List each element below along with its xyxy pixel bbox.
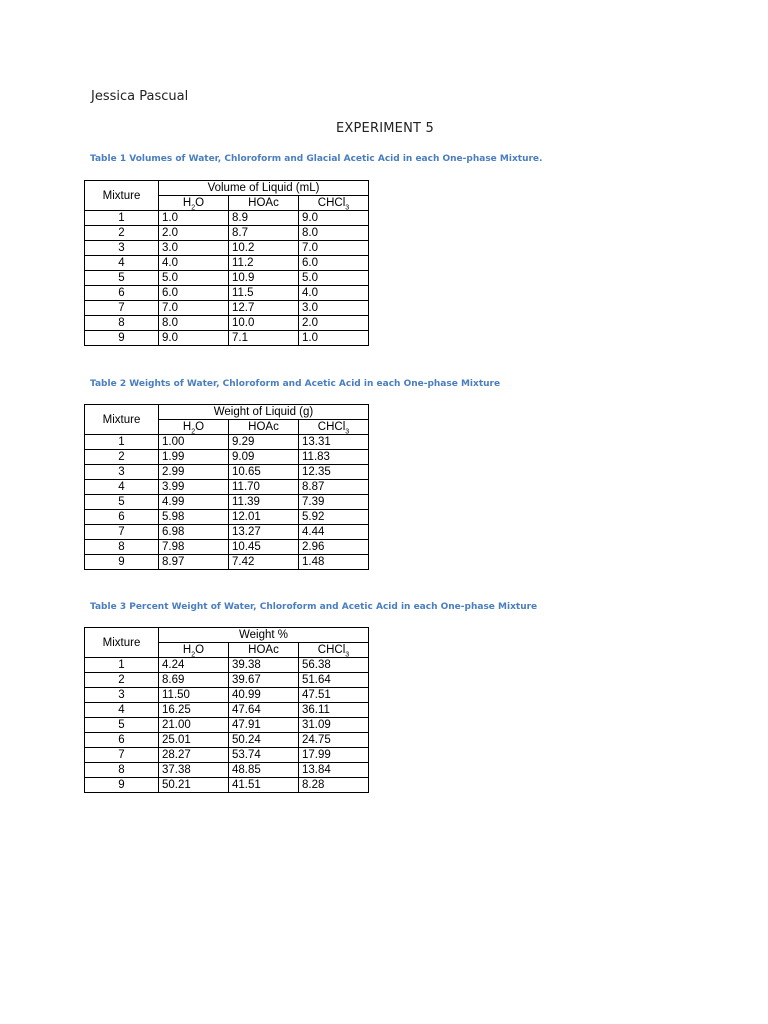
table-row: [85, 226, 369, 241]
table-row: [85, 510, 369, 525]
group-header: Weight %: [159, 628, 369, 643]
header-row: [85, 405, 369, 420]
table-2: [84, 404, 369, 570]
chcl3-value: 8.0: [299, 226, 369, 241]
table-row: [85, 748, 369, 763]
chcl3-value: 9.0: [299, 211, 369, 226]
mixture-number: 7: [85, 748, 159, 763]
document-title: EXPERIMENT 5: [336, 121, 434, 136]
hoac-value: 11.5: [229, 286, 299, 301]
hoac-value: 53.74: [229, 748, 299, 763]
hoac-value: 50.24: [229, 733, 299, 748]
column-header-chcl3: CHCl$_3$: [299, 643, 369, 658]
mixture-number: 6: [85, 286, 159, 301]
mixture-number: 2: [85, 673, 159, 688]
chcl3-value: 47.51: [299, 688, 369, 703]
hoac-value: 7.42: [229, 555, 299, 570]
chcl3-value: 2.96: [299, 540, 369, 555]
table-1-caption: [90, 154, 542, 164]
h2o-value: 2.0: [159, 226, 229, 241]
h2o-value: 7.98: [159, 540, 229, 555]
hoac-value: 47.91: [229, 718, 299, 733]
hoac-value: 10.45: [229, 540, 299, 555]
chcl3-value: 17.99: [299, 748, 369, 763]
mixture-number: 5: [85, 271, 159, 286]
hoac-value: 39.67: [229, 673, 299, 688]
h2o-value: 4.24: [159, 658, 229, 673]
table-row: [85, 658, 369, 673]
table-row: [85, 718, 369, 733]
hoac-value: 12.7: [229, 301, 299, 316]
h2o-value: 8.97: [159, 555, 229, 570]
mixture-number: 9: [85, 331, 159, 346]
table-3-caption: [90, 602, 537, 612]
h2o-value: 3.0: [159, 241, 229, 256]
h2o-value: 4.0: [159, 256, 229, 271]
hoac-value: 9.29: [229, 435, 299, 450]
mixture-number: 6: [85, 510, 159, 525]
chcl3-value: 13.84: [299, 763, 369, 778]
table-3: [84, 627, 369, 793]
mixture-number: 2: [85, 450, 159, 465]
chcl3-value: 7.0: [299, 241, 369, 256]
chcl3-value: 2.0: [299, 316, 369, 331]
h2o-value: 2.99: [159, 465, 229, 480]
hoac-value: 10.0: [229, 316, 299, 331]
hoac-value: 47.64: [229, 703, 299, 718]
column-header-h2o: $H_2O$: [159, 643, 229, 658]
author-name: Jessica Pascual: [91, 89, 189, 104]
mixture-number: 5: [85, 495, 159, 510]
hoac-value: 41.51: [229, 778, 299, 793]
h2o-value: 50.21: [159, 778, 229, 793]
mixture-number: 6: [85, 733, 159, 748]
mixture-number: 1: [85, 435, 159, 450]
h2o-value: 25.01: [159, 733, 229, 748]
chcl3-value: 6.0: [299, 256, 369, 271]
hoac-value: 7.1: [229, 331, 299, 346]
table-row: [85, 733, 369, 748]
mixture-number: 9: [85, 778, 159, 793]
chcl3-value: 3.0: [299, 301, 369, 316]
chcl3-value: 24.75: [299, 733, 369, 748]
chcl3-value: 7.39: [299, 495, 369, 510]
table-row: [85, 763, 369, 778]
chcl3-value: 51.64: [299, 673, 369, 688]
chcl3-value: 13.31: [299, 435, 369, 450]
chcl3-value: 12.35: [299, 465, 369, 480]
column-header-chcl3: CHCl$_3$: [299, 196, 369, 211]
chcl3-value: 1.0: [299, 331, 369, 346]
hoac-value: 11.39: [229, 495, 299, 510]
hoac-value: 8.7: [229, 226, 299, 241]
mixture-number: 1: [85, 658, 159, 673]
hoac-value: 9.09: [229, 450, 299, 465]
hoac-value: 12.01: [229, 510, 299, 525]
table-1: [84, 180, 369, 346]
chcl3-value: 8.28: [299, 778, 369, 793]
table-row: [85, 673, 369, 688]
group-header: Weight of Liquid (g): [159, 405, 369, 420]
mixture-number: 4: [85, 256, 159, 271]
caption-text: Volumes of Water, Chloroform and Glacial Acetic Acid in each One-phase Mixture.: [129, 154, 543, 164]
table-row: [85, 241, 369, 256]
h2o-value: 4.99: [159, 495, 229, 510]
h2o-value: 1.0: [159, 211, 229, 226]
hoac-value: 10.2: [229, 241, 299, 256]
table-row: [85, 703, 369, 718]
mixture-number: 3: [85, 688, 159, 703]
table-row: [85, 688, 369, 703]
h2o-value: 8.69: [159, 673, 229, 688]
chcl3-value: 1.48: [299, 555, 369, 570]
mixture-number: 3: [85, 241, 159, 256]
chcl3-value: 56.38: [299, 658, 369, 673]
chcl3-value: 5.92: [299, 510, 369, 525]
caption-label: Table 1: [90, 154, 127, 164]
mixture-number: 8: [85, 540, 159, 555]
hoac-value: 39.38: [229, 658, 299, 673]
h2o-value: 5.0: [159, 271, 229, 286]
table-2-caption: [90, 379, 500, 389]
table-row: [85, 331, 369, 346]
h2o-value: 3.99: [159, 480, 229, 495]
chcl3-value: 8.87: [299, 480, 369, 495]
h2o-value: 6.98: [159, 525, 229, 540]
hoac-value: 13.27: [229, 525, 299, 540]
mixture-header: Mixture: [85, 405, 159, 435]
mixture-header: Mixture: [85, 628, 159, 658]
mixture-number: 7: [85, 525, 159, 540]
mixture-number: 1: [85, 211, 159, 226]
chcl3-value: 31.09: [299, 718, 369, 733]
column-header-hoac: HOAc: [229, 420, 299, 435]
table-row: [85, 555, 369, 570]
column-header-hoac: HOAc: [229, 643, 299, 658]
mixture-number: 7: [85, 301, 159, 316]
hoac-value: 10.65: [229, 465, 299, 480]
caption-text: Percent Weight of Water, Chloroform and Acetic Acid in each One-phase Mixture: [129, 602, 538, 612]
hoac-value: 11.70: [229, 480, 299, 495]
h2o-value: 1.99: [159, 450, 229, 465]
table-row: [85, 211, 369, 226]
h2o-value: 28.27: [159, 748, 229, 763]
column-header-hoac: HOAc: [229, 196, 299, 211]
table-row: [85, 540, 369, 555]
mixture-number: 8: [85, 316, 159, 331]
h2o-value: 21.00: [159, 718, 229, 733]
table-row: [85, 525, 369, 540]
h2o-value: 9.0: [159, 331, 229, 346]
h2o-value: 37.38: [159, 763, 229, 778]
mixture-header: Mixture: [85, 181, 159, 211]
mixture-number: 8: [85, 763, 159, 778]
hoac-value: 8.9: [229, 211, 299, 226]
table-row: [85, 256, 369, 271]
h2o-value: 5.98: [159, 510, 229, 525]
caption-label: Table 2: [90, 379, 127, 389]
chcl3-value: 5.0: [299, 271, 369, 286]
h2o-value: 8.0: [159, 316, 229, 331]
column-header-h2o: $H_2O$: [159, 196, 229, 211]
column-header-chcl3: CHCl$_3$: [299, 420, 369, 435]
table-row: [85, 271, 369, 286]
group-header: Volume of Liquid (mL): [159, 181, 369, 196]
header-row: [85, 628, 369, 643]
header-row: [85, 181, 369, 196]
hoac-value: 10.9: [229, 271, 299, 286]
column-header-h2o: $H_2O$: [159, 420, 229, 435]
h2o-value: 16.25: [159, 703, 229, 718]
mixture-number: 2: [85, 226, 159, 241]
table-row: [85, 778, 369, 793]
chcl3-value: 36.11: [299, 703, 369, 718]
table-row: [85, 435, 369, 450]
hoac-value: 48.85: [229, 763, 299, 778]
table-row: [85, 480, 369, 495]
table-row: [85, 465, 369, 480]
caption-label: Table 3: [90, 602, 127, 612]
h2o-value: 6.0: [159, 286, 229, 301]
h2o-value: 1.00: [159, 435, 229, 450]
table-row: [85, 316, 369, 331]
mixture-number: 4: [85, 703, 159, 718]
mixture-number: 9: [85, 555, 159, 570]
table-row: [85, 301, 369, 316]
mixture-number: 3: [85, 465, 159, 480]
chcl3-value: 4.44: [299, 525, 369, 540]
hoac-value: 11.2: [229, 256, 299, 271]
h2o-value: 7.0: [159, 301, 229, 316]
table-row: [85, 495, 369, 510]
table-row: [85, 286, 369, 301]
h2o-value: 11.50: [159, 688, 229, 703]
mixture-number: 4: [85, 480, 159, 495]
chcl3-value: 4.0: [299, 286, 369, 301]
mixture-number: 5: [85, 718, 159, 733]
caption-text: Weights of Water, Chloroform and Acetic Acid in each One-phase Mixture: [129, 379, 501, 389]
chcl3-value: 11.83: [299, 450, 369, 465]
table-row: [85, 450, 369, 465]
hoac-value: 40.99: [229, 688, 299, 703]
